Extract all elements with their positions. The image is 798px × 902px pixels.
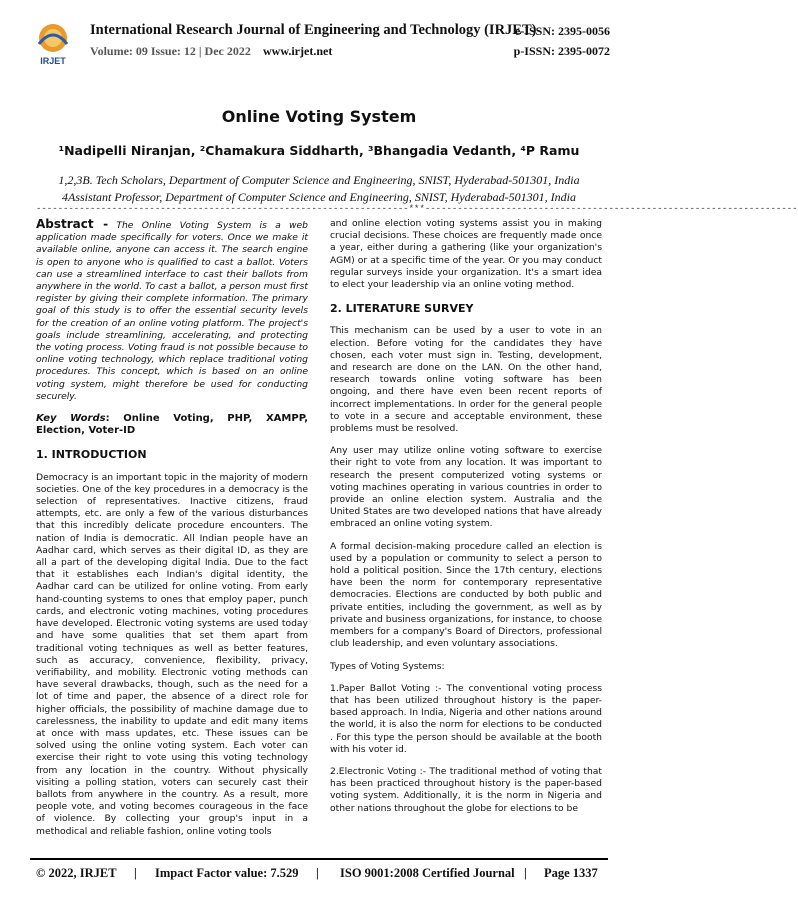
- literature-paragraph-3: A formal decision-making procedure called an election is used by a population or community to select a person to hold a political position. Since the 17th century, elections have been the norm for contemporary representative democracies. Elections are conducted by both public and private entities, including the government, as well as by private and business organizations, for instance, to choose members for a company's Board of Directors, professional club leadership, and even voluntary associations.: [330, 540, 602, 650]
- irjet-logo: [30, 20, 76, 66]
- keywords-label: Key Words: [36, 413, 106, 425]
- intro-paragraph: Democracy is an important topic in the majority of modern societies. One of the key procedures in a democracy is the selection of representatives. Inactive citizens, fraud attempts, etc. are only a few of the various disturbances that this incredibly delicate procedure encounters. The nation of India is democratic. All Indian people have an Aadhar card, which serves as their digital ID, as they are all a part of the developing digital India. Due to the fact that it establishes each Indian's digital identity, the Aadhar card can be utilized for online voting. From early hand-counting systems to ones that employ paper, punch cards, and electronic voting machines, voting procedures have developed. Electronic voting systems are used today and have some qualities that set them apart from traditional voting techniques as well as better features, such as accuracy, convenience, flexibility, privacy, verifiability, and mobility. Electronic voting methods can have several drawbacks, though, such as the need for a lot of time and paper, the absence of a direct role for higher officials, the possibility of machine damage due to carelessness, the inability to update and edit many items at once with mass updates, etc. These issues can be solved using the online voting system. Each voter can exercise their right to vote using this voting technology from any location in the country. Without physically visiting a polling station, voters can securely cast their ballots from anywhere in the country. As a result, more people vote, and voting becomes courageous in the face of violence. By collecting your group's input in a methodical and reliable fashion, online voting tools: [36, 471, 308, 837]
- footer-separator: |: [134, 866, 137, 880]
- journal-header: [30, 20, 610, 70]
- abstract: [36, 218, 308, 403]
- voting-types-label: Types of Voting Systems:: [330, 660, 445, 672]
- journal-title: International Research Journal of Engineering and Technology (IRJET): [90, 22, 537, 38]
- pissn: p-ISSN: 2395-0072: [513, 44, 610, 58]
- keywords: [36, 413, 308, 437]
- affiliation-professor: 4Assistant Professor, Department of Computer Science and Engineering, SNIST, Hyderabad-501301, India: [62, 190, 576, 204]
- volume-issue: Volume: 09 Issue: 12 | Dec 2022: [90, 44, 251, 58]
- abstract-text: The Online Voting System is a web application made specifically for voters. Once we make it available online, anyone can access it. The search engine is open to anyone who is qualified to cast a ballot. Voters can use a streamlined interface to cast their ballots from anywhere in the world. To cast a ballot, a person must first register by giving their complete information. The primary goal of this study is to offer the essential security levels for the creation of an online voting platform. The project's goals include streamlining, accelerating, and protecting the voting process. Voting fraud is not possible because to online voting technology, which replace traditional voting procedures. This concept, which is based on an online voting system, might therefore be used for conducting securely.: [36, 220, 309, 402]
- footer-copyright: © 2022, IRJET: [36, 866, 117, 880]
- section-divider: ---------------------------------------------------------------------***---------------------------------------------------------------------: [36, 204, 798, 214]
- footer-iso: ISO 9001:2008 Certified Journal: [340, 866, 515, 880]
- website-link[interactable]: www.irjet.net: [263, 44, 333, 58]
- right-column: [330, 218, 602, 825]
- abstract-label: Abstract -: [36, 217, 109, 231]
- footer-page-number: Page 1337: [544, 866, 598, 880]
- keywords-text: : Online Voting, PHP, XAMPP, Election, Voter-ID: [36, 413, 308, 437]
- electronic-voting-paragraph: 2.Electronic Voting :- The traditional method of voting that has been practiced throughout history is the paper-based voting system. Additionally, it is the norm in Nigeria and other nations throughout the globe for elections to be: [330, 765, 602, 814]
- left-column: [36, 218, 308, 848]
- paper-title: Online Voting System: [221, 107, 417, 126]
- paper-authors: ¹Nadipelli Niranjan, ²Chamakura Siddharth, ³Bhangadia Vedanth, ⁴P Ramu: [58, 143, 580, 158]
- footer-separator: |: [316, 866, 319, 880]
- logo-text: IRJET: [40, 56, 66, 66]
- eissn: e-ISSN: 2395-0056: [515, 24, 610, 38]
- literature-heading: 2. LITERATURE SURVEY: [330, 302, 474, 316]
- intro-continued: and online election voting systems assist you in making crucial decisions. These choices are frequently made once a year, either during a gathering (like your organization's AGM) or at a specific time of the year. Or you may conduct regular surveys inside your organization. It's a smart idea to elect your leadership via an online voting method.: [330, 218, 602, 291]
- footer-rule: [30, 858, 608, 860]
- intro-heading: 1. INTRODUCTION: [36, 448, 147, 462]
- literature-paragraph-2: Any user may utilize online voting software to exercise their right to vote from any location. It was important to research the present computerized voting systems or voting machines operating in various countries in order to provide an online election system. Australia and the United States are two developed nations that have already embraced an online voting system.: [330, 445, 602, 530]
- paper-ballot-paragraph: 1.Paper Ballot Voting :- The conventional voting process that has been utilized throughout history is the paper-based approach. In India, Nigeria and other nations around the world, it is also the norm for elections to be conducted . For this type the person should be available at the booth with his voter id.: [330, 682, 602, 755]
- literature-paragraph-1: This mechanism can be used by a user to vote in an election. Before voting for the candidates they have chosen, each voter must sign in. Testing, development, and research are done on the LAN. On the other hand, research towards online voting software has been ongoing, and there have even been recent reports of incorrect implementations. In order for the general people to vote in a secure and acceptable environment, these problems must be resolved.: [330, 325, 602, 435]
- footer-separator: |: [524, 866, 527, 880]
- footer-impact-factor: Impact Factor value: 7.529: [155, 866, 299, 880]
- affiliation-scholars: 1,2,3B. Tech Scholars, Department of Computer Science and Engineering, SNIST, Hyderabad-501301, India: [58, 173, 580, 187]
